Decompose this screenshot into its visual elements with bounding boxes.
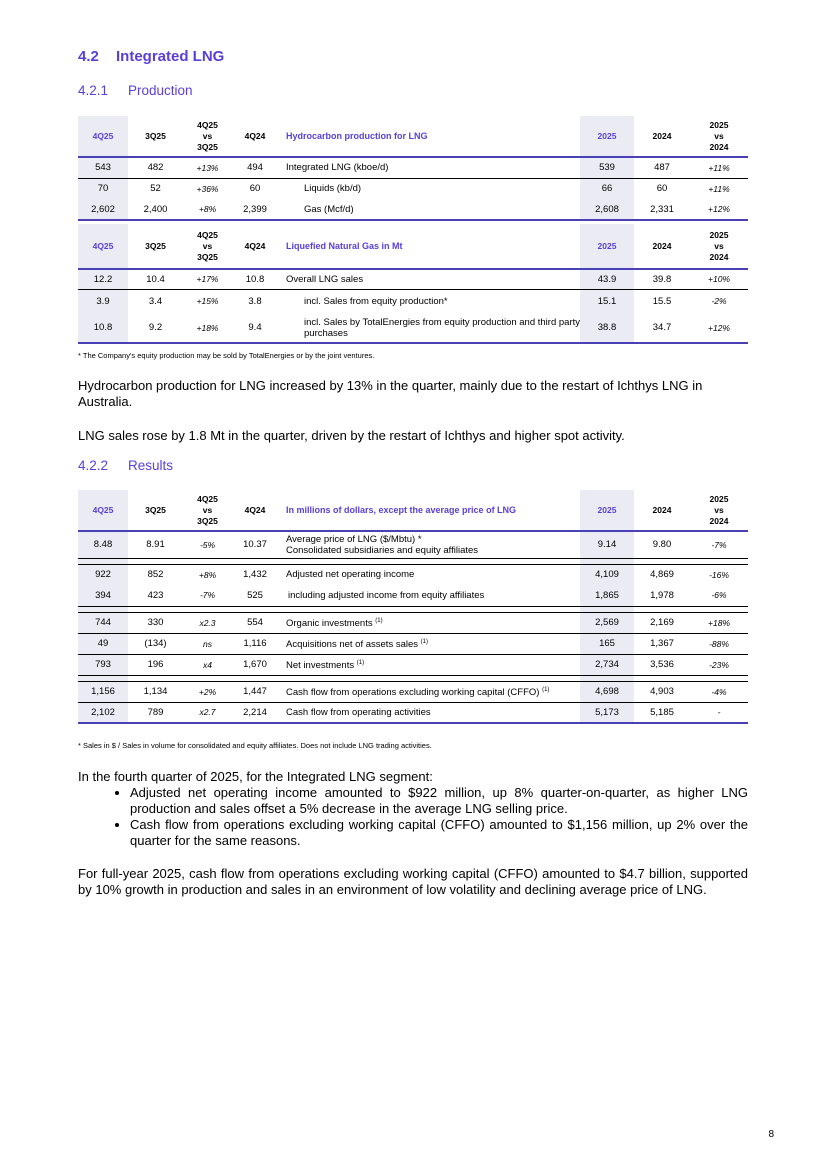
paragraph-production: Hydrocarbon production for LNG increased by 13% in the quarter, mainly due to the restart of Ichthys LNG in Australia. [78, 378, 703, 409]
paragraph-full-year: For full-year 2025, cash flow from operations excluding working capital (CFFO) amounted to $4.7 billion, supported by 10% growth in production and sales in an environment of low volatility and declining average price of LNG. [78, 866, 748, 897]
results-table: 4Q25 3Q25 4Q25 vs 3Q25 4Q24 In millions of dollars, except the average price of LNG 2025 2024 2025 vs 2024 8.48 8.91 -5% 10.37 Average price of LNG ($/Mbtu) * Consolidated subsidiaries and equity affiliates 9.14 9.80 -7% 922 852 +8% 1,432 Adjusted net operating income 4,109 4,869 -16% 394 423 -7% 525 including adjusted income from equity affiliates 1,865 1,978 -6% 744 330 x2.3 554 Organic investments $^{(1)}$ 2,569 2,169 +18% 49 (134) ns 1,116 Acquisitions net of assets sales $^{(1)}$ 165 1,367 -88% 793 196 x4 1,670 Net investments $^{(1)}$ 2,734 3,536 -23% 1,156 1,134 +2% 1,447 Cash flow from operations excluding working capital (CFFO) $^{(1)}$ 4,698 4,903 -4% 2,102 789 x2.7 2,214 Cash flow from operating activities 5,173 5,185 - [78, 490, 748, 724]
table-row: 793 196 x4 1,670 Net investments $^{(1)}$ 2,734 3,536 -23% [78, 654, 748, 675]
subsection-number: 4.2.2 [78, 458, 109, 473]
table-row: 3.9 3.4 +15% 3.8 incl. Sales from equity production* 15.1 15.5 -2% [78, 289, 748, 313]
table-title: In millions of dollars, except the average price of LNG [278, 490, 580, 531]
table-title: Hydrocarbon production for LNG [278, 116, 580, 157]
table-row: 2,602 2,400 +8% 2,399 Gas (Mcf/d) 2,608 2,331 +12% [78, 199, 748, 220]
paragraph-sales: LNG sales rose by 1.8 Mt in the quarter, driven by the restart of Ichthys and higher spot activity. [78, 428, 625, 443]
list-item: • Adjusted net operating income amounted to $922 million, up 8% quarter-on-quarter, as higher LNG production and sales offset a 5% decrease in the average LNG selling price. [130, 785, 748, 817]
table-row: 2,102 789 x2.7 2,214 Cash flow from operating activities 5,173 5,185 - [78, 702, 748, 723]
table-row: 744 330 x2.3 554 Organic investments $^{(1)}$ 2,569 2,169 +18% [78, 612, 748, 633]
subsection-number: 4.2.1 [78, 83, 109, 98]
production-table [78, 116, 748, 221]
table-row: 49 (134) ns 1,116 Acquisitions net of assets sales $^{(1)}$ 165 1,367 -88% [78, 633, 748, 654]
section-number: 4.2 [78, 48, 99, 65]
col-2025: 2025 [580, 116, 634, 157]
q4-bullet-list [78, 785, 748, 849]
table-row: 10.8 9.2 +18% 9.4 incl. Sales by TotalEnergies from equity production and third party purchases 38.8 34.7 +12% [78, 313, 748, 343]
subsection-heading-production [78, 83, 193, 98]
col-yvs: 2025 vs 2024 [690, 116, 748, 157]
footnote-sales: * Sales in $ / Sales in volume for consolidated and equity affiliates. Does not include LNG trading activities. [78, 741, 432, 750]
col-4q24: 4Q24 [232, 116, 278, 157]
section-title: Integrated LNG [116, 48, 225, 65]
page-number: 8 [768, 1129, 774, 1140]
section-heading [78, 48, 224, 65]
table-row: 8.48 8.91 -5% 10.37 Average price of LNG ($/Mbtu) * Consolidated subsidiaries and equity affiliates 9.14 9.80 -7% [78, 531, 748, 558]
col-4q25: 4Q25 [78, 116, 128, 157]
col-2024: 2024 [634, 116, 690, 157]
table-row: 70 52 +36% 60 Liquids (kb/d) 66 60 +11% [78, 178, 748, 199]
list-item: • Cash flow from operations excluding working capital (CFFO) amounted to $1,156 million, up 2% over the quarter for the same reasons. [130, 817, 748, 849]
col-qvs: 4Q25 vs 3Q25 [183, 116, 232, 157]
paragraph-q4-intro: In the fourth quarter of 2025, for the Integrated LNG segment: [78, 769, 433, 784]
table-row: 12.2 10.4 +17% 10.8 Overall LNG sales 43.9 39.8 +10% [78, 269, 748, 289]
subsection-title: Production [128, 83, 193, 98]
subsection-heading-results [78, 458, 173, 473]
footnote-equity: * The Company's equity production may be sold by TotalEnergies or by the joint ventures. [78, 351, 375, 360]
lng-sales-table: 4Q25 3Q25 4Q25 vs 3Q25 4Q24 Liquefied Natural Gas in Mt 2025 2024 2025 vs 2024 12.2 10.4 +17% 10.8 Overall LNG sales 43.9 39.8 +10% 3.9 3.4 +15% 3.8 incl. Sales from equity production* 15.1 15.5 -2% 10.8 9.2 +18% 9.4 incl. Sales by TotalEnergies from equity production and third party purchases 38.8 34.7 +12% [78, 224, 748, 344]
subsection-title: Results [128, 458, 174, 473]
table-row: 922 852 +8% 1,432 Adjusted net operating income 4,109 4,869 -16% [78, 564, 748, 585]
table-title: Liquefied Natural Gas in Mt [278, 224, 580, 269]
table-row: 543 482 +13% 494 Integrated LNG (kboe/d) 539 487 +11% [78, 157, 748, 178]
table-row: 394 423 -7% 525 including adjusted income from equity affiliates 1,865 1,978 -6% [78, 585, 748, 606]
col-3q25: 3Q25 [128, 116, 183, 157]
table-row: 1,156 1,134 +2% 1,447 Cash flow from operations excluding working capital (CFFO) $^{(1)}$ 4,698 4,903 -4% [78, 681, 748, 702]
